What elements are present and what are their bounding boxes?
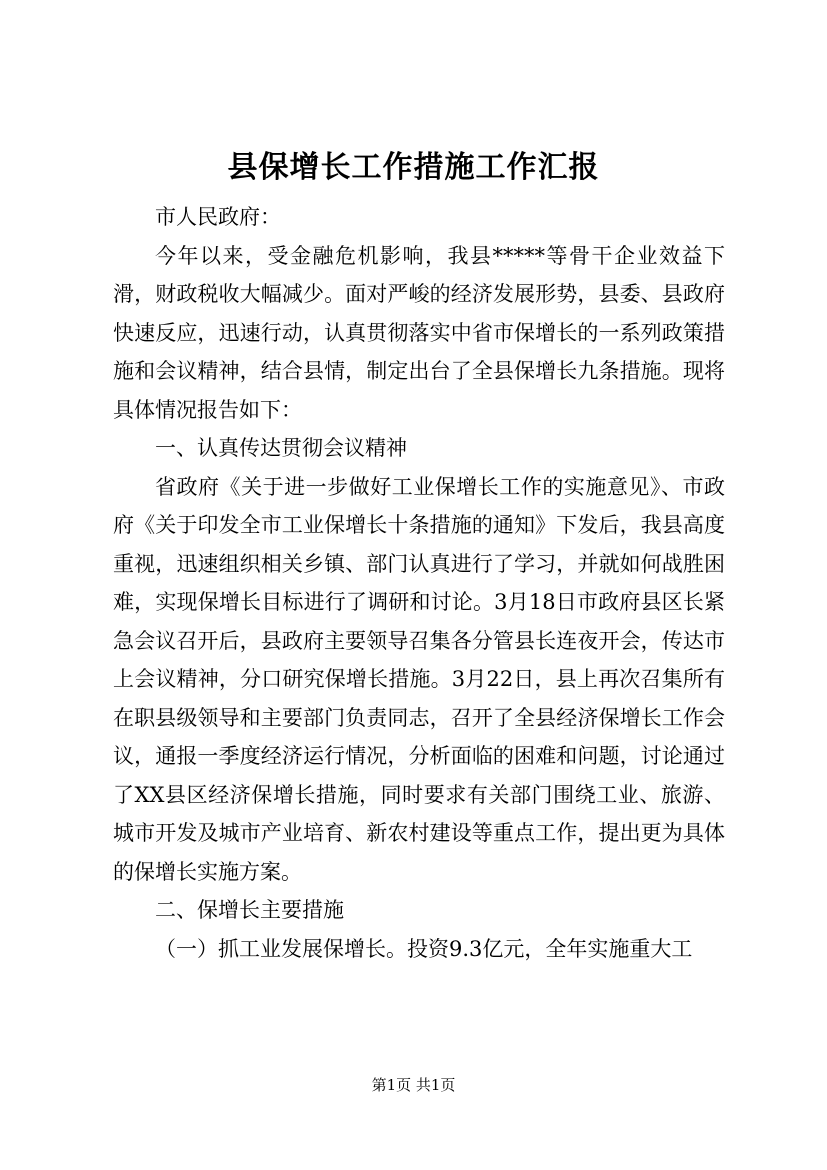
document-title: 县保增长工作措施工作汇报 xyxy=(227,150,600,185)
intro-paragraph: 今年以来，受金融危机影响，我县*****等骨干企业效益下滑，财政税收大幅减少。面对严峻的经济发展形势，县委、县政府快速反应，迅速行动，认真贯彻落实中省市保增长的一系列政策措施和会议精神，结合县情，制定出台了全县保增长九条措施。现将具体情况报告如下： xyxy=(113,243,725,422)
section-1-paragraph: 省政府《关于进一步做好工业保增长工作的实施意见》、市政府《关于印发全市工业保增长十条措施的通知》下发后，我县高度重视，迅速组织相关乡镇、部门认真进行了学习，并就如何战胜困难，实现保增长目标进行了调研和讨论。3月18日市政府县区长紧急会议召开后，县政府主要领导召集各分管县长连夜开会，传达市上会议精神，分口研究保增长措施。3月22日，县上再次召集所有在职县级领导和主要部门负责同志，召开了全县经济保增长工作会议，通报一季度经济运行情况，分析面临的困难和问题，讨论通过了XX县区经济保增长措施，同时要求有关部门围绕工业、旅游、城市开发及城市产业培育、新农村建设等重点工作，提出更为具体的保增长实施方案。 xyxy=(113,474,725,884)
salutation: 市人民政府： xyxy=(155,205,281,229)
section-heading-2: 二、保增长主要措施 xyxy=(155,898,344,922)
page-footer: 第1页 共1页 xyxy=(371,1076,456,1094)
section-heading-1: 一、认真传达贯彻会议精神 xyxy=(155,436,407,460)
subsection-paragraph: （一）抓工业发展保增长。投资9.3亿元，全年实施重大工 xyxy=(155,936,693,961)
document-body xyxy=(113,198,725,968)
